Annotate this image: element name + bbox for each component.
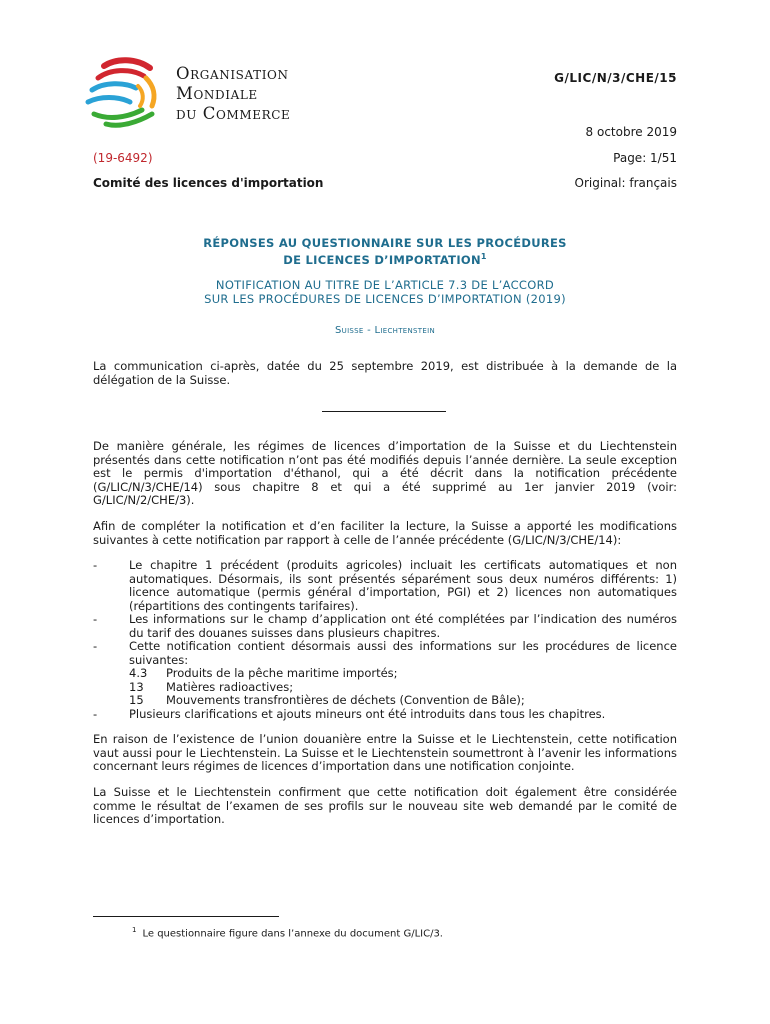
org-name-line: du Commerce <box>176 104 291 123</box>
document-date: 8 octobre 2019 <box>585 125 677 139</box>
subtitle <box>93 278 677 306</box>
separator-line <box>322 411 446 412</box>
country-heading: Suisse - Liechtenstein <box>335 325 435 336</box>
paragraph: La Suisse et le Liechtenstein confirment que cette notification doit également être considérée comme le résultat de l’examen de ses profils sur le nouveau site web demandé par le comité de licences d’importation. <box>93 785 677 826</box>
org-name <box>176 64 290 124</box>
footnote-separator <box>93 916 279 917</box>
intro-paragraph: La communication ci-après, datée du 25 septembre 2019, est distribuée à la demande de la délégation de la Suisse. <box>93 359 677 387</box>
sublist-text: Produits de la pêche maritime importés; <box>166 666 398 680</box>
sublist-text: Matières radioactives; <box>166 679 294 694</box>
wto-logo-icon <box>84 56 166 128</box>
main-title <box>93 236 677 267</box>
paragraph: En raison de l’existence de l’union douanière entre la Suisse et le Liechtenstein, cette notification vaut aussi pour le Liechtenstein. La Suisse et le Liechtenstein soumettront à l’avenir les informations concernant leurs régimes de licences d’importation dans une notification conjointe. <box>93 732 677 773</box>
list-item <box>93 640 677 708</box>
list-item-text: Les informations sur le champ d’application ont été complétées par l’indication des numéros du tarif des douanes suisses dans plusieurs chapitres. <box>129 612 677 640</box>
list-dash: - <box>93 612 98 626</box>
list-dash: - <box>93 706 98 721</box>
list-item <box>93 708 677 722</box>
page-number: Page: 1/51 <box>613 151 677 165</box>
list-item <box>93 613 677 640</box>
committee-name: Comité des licences d'importation <box>93 176 324 190</box>
sublist-item <box>129 681 677 695</box>
main-title-line1: RÉPONSES AU QUESTIONNAIRE SUR LES PROCÉDURES <box>203 236 567 250</box>
footnote <box>132 926 443 939</box>
sublist-item <box>129 694 677 708</box>
list-item-text: Cette notification contient désormais aussi des informations sur les procédures de licence suivantes: <box>129 639 677 667</box>
footnote-number: 1 <box>132 926 137 934</box>
list-item <box>93 559 677 613</box>
list-item-text: Plusieurs clarifications et ajouts mineurs ont été introduits dans tous les chapitres. <box>129 706 606 721</box>
list-dash: - <box>93 558 98 572</box>
paragraph: De manière générale, les régimes de licences d’importation de la Suisse et du Liechtenstein présentés dans cette notification n’ont pas été modifiés depuis l’année dernière. La seule exception est le permis d'importation d'éthanol, qui a été décrit dans la notification précédente (G/LIC/N/3/CHE/14) sous chapitre 8 et qui a été supprimé au 1er janvier 2019 (voir: G/LIC/N/2/CHE/3). <box>93 439 677 507</box>
subtitle-line1: NOTIFICATION AU TITRE DE L’ARTICLE 7.3 DE L’ACCORD <box>215 278 555 292</box>
document-reference: (19-6492) <box>93 151 153 165</box>
sublist-number: 15 <box>129 693 144 707</box>
sublist-item <box>129 667 677 681</box>
paragraph: Afin de compléter la notification et d’en faciliter la lecture, la Suisse a apporté les modifications suivantes à cette notification par rapport à celle de l’année précédente (G/LIC/N/3/CHE/14): <box>93 519 677 547</box>
document-symbol: G/LIC/N/3/CHE/15 <box>554 71 677 85</box>
list-dash: - <box>93 639 98 653</box>
sublist-number: 4.3 <box>129 666 148 680</box>
main-title-line2: DE LICENCES D’IMPORTATION <box>283 252 481 267</box>
sublist-number: 13 <box>129 679 144 694</box>
org-name-line: Organisation <box>176 64 289 83</box>
list-item-text: Le chapitre 1 précédent (produits agricoles) incluait les certificats automatiques et non automatiques. Désormais, ils sont présentés séparément sous deux numéros différents: 1) licence automatique (permis général d’importation, PGI) et 2) licences non automatiques (répartitions des contingents tarifaires). <box>129 558 677 613</box>
org-name-line: Mondiale <box>176 84 258 103</box>
subtitle-line2: SUR LES PROCÉDURES DE LICENCES D’IMPORTATION (2019) <box>204 292 566 306</box>
footnote-ref[interactable]: 1 <box>480 252 487 261</box>
original-language: Original: français <box>574 176 677 190</box>
sublist-text: Mouvements transfrontières de déchets (Convention de Bâle); <box>166 693 525 707</box>
footnote-text: Le questionnaire figure dans l’annexe du document G/LIC/3. <box>142 928 443 940</box>
changes-list <box>93 559 677 721</box>
